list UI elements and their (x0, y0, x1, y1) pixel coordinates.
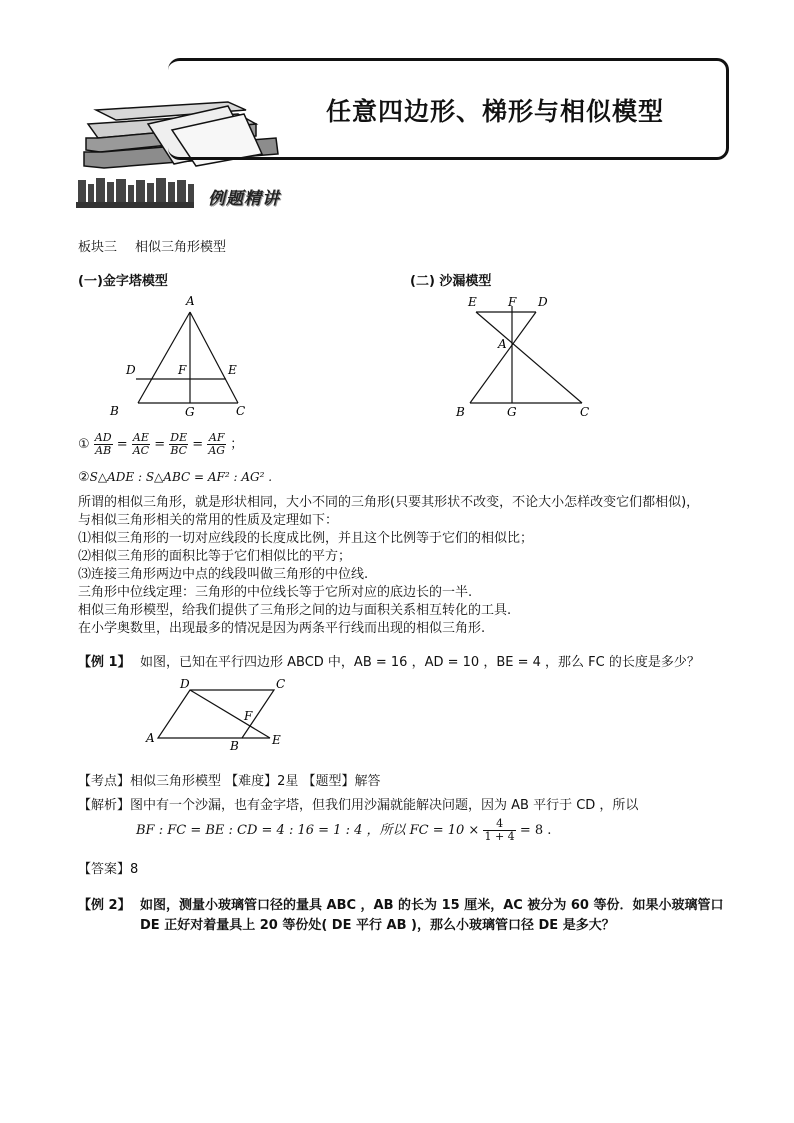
label-b: B (230, 739, 239, 752)
block-heading (78, 236, 226, 255)
label-d: D (126, 363, 136, 377)
parallelogram-abcd (158, 690, 274, 738)
label-b: B (110, 404, 119, 418)
body-line: ⑴相似三角形的一切对应线段的长度成比例，并且这个比例等于它们的相似比； (78, 531, 534, 546)
label-a: A (186, 294, 195, 308)
label-g: G (185, 405, 195, 419)
label-c: C (276, 677, 286, 691)
label-a: A (498, 337, 507, 351)
example1-question: 如图，已知在平行四边形 ABCD 中，AB = 16 ，AD = 10 ，BE = 4 ，那么 FC 的长度是多少？ (140, 655, 700, 670)
example2-tag: 【例 2】 (78, 898, 131, 913)
body-line: ⑵相似三角形的面积比等于它们相似比的平方； (78, 549, 352, 564)
block-label: 板块三 (78, 240, 118, 255)
parallelogram-figure (140, 676, 290, 752)
label-c: C (236, 404, 246, 418)
example1-tag: 【例 1】 (78, 655, 131, 670)
example2-question-line1: 如图，测量小玻璃管口径的量具 ABC ，AB 的长为 15 厘米，AC 被分为 60 等份．如果小玻璃管口 (140, 898, 724, 913)
label-f: F (244, 709, 253, 723)
label-e: E (468, 295, 477, 309)
label-c: C (580, 405, 590, 419)
page-title: 任意四边形、梯形与相似模型 (326, 97, 665, 126)
example2-question-line2: DE 正好对着量具上 20 等份处( DE 平行 AB )，那么小玻璃管口径 DE 是多大？ (140, 918, 615, 933)
block-title: 相似三角形模型 (135, 240, 227, 255)
label-e: E (272, 733, 281, 747)
example1-answer: 【答案】8 (78, 862, 139, 877)
body-line: 在小学奥数里，出现最多的情况是因为两条平行线而出现的相似三角形. (78, 621, 486, 636)
example1-analysis-formula: BF : FC = BE : CD = 4 : 16 = 1 : 4 ，所以 FC = 10 × $\frac{4}{1 + 4}$ = 8 . (136, 817, 552, 843)
body-line: 所谓的相似三角形，就是形状相同，大小不同的三角形(只要其形状不改变，不论大小怎样改变它们都相似)， (78, 495, 700, 510)
body-line: 三角形中位线定理：三角形的中位线长等于它所对应的底边长的一半. (78, 585, 473, 600)
label-g: G (507, 405, 517, 419)
segment-db (470, 312, 536, 403)
bookshelf-banner-icon (76, 176, 196, 210)
label-b: B (456, 405, 465, 419)
segment-ec (476, 312, 582, 403)
model1-title: (一)金字塔模型 (78, 274, 168, 289)
body-line: 与相似三角形相关的常用的性质及定理如下： (78, 513, 339, 528)
body-line: ⑶连接三角形两边中点的线段叫做三角形的中位线. (78, 567, 369, 582)
banner-label: 例题精讲 (208, 189, 280, 209)
hourglass-model-figure (454, 292, 604, 422)
pyramid-model-figure (108, 290, 258, 422)
formula-1: ① $\frac{AD}{AB}$ = $\frac{AE}{AC}$ = $\frac{DE}{BC}$ = $\frac{AF}{AG}$ ； (78, 431, 244, 457)
label-d: D (538, 295, 548, 309)
example1-analysis: 【解析】图中有一个沙漏，也有金字塔，但我们用沙漏就能解决问题，因为 AB 平行于 CD ，所以 (78, 798, 639, 813)
label-f: F (508, 295, 517, 309)
example1-meta: 【考点】相似三角形模型 【难度】2星 【题型】解答 (78, 774, 381, 789)
segment-ab (138, 312, 190, 403)
segment-ac (190, 312, 238, 403)
label-d: D (180, 677, 190, 691)
label-e: E (228, 363, 237, 377)
model2-title: (二) 沙漏模型 (410, 274, 492, 289)
label-f: F (178, 363, 187, 377)
label-a: A (146, 731, 155, 745)
body-line: 相似三角形模型，给我们提供了三角形之间的边与面积关系相互转化的工具. (78, 603, 512, 618)
formula-2: ②S△ADE : S△ABC = AF² : AG² . (78, 470, 273, 485)
